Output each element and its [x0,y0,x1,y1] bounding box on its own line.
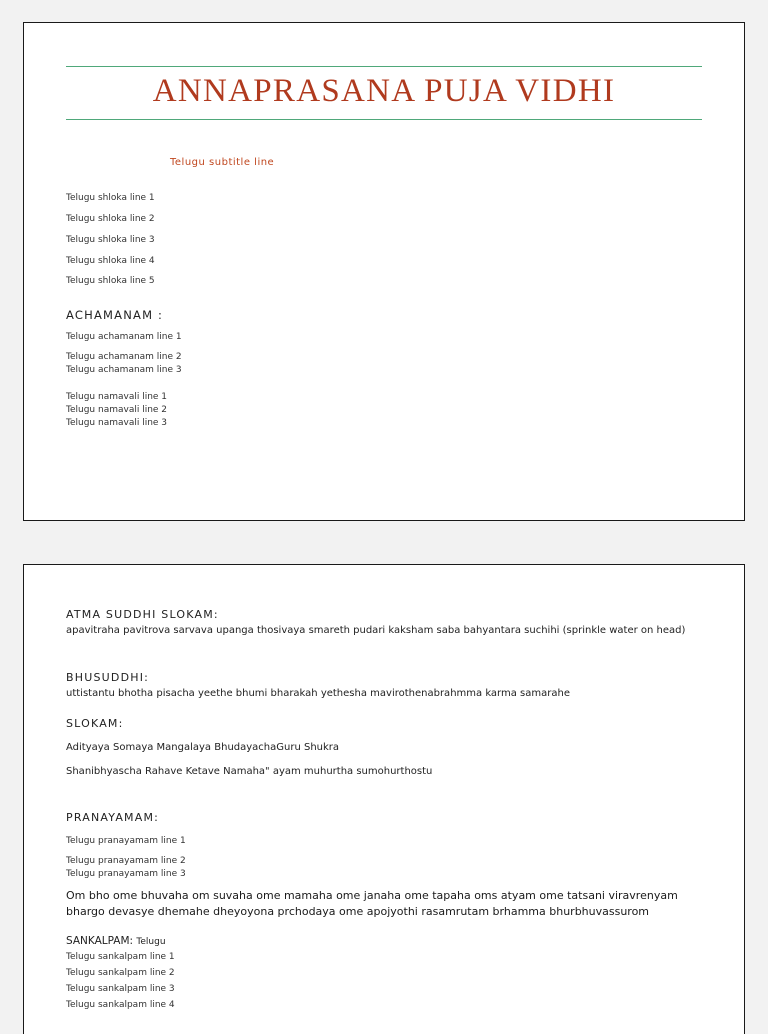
namavali-line: Telugu namavali line 2 [66,405,168,415]
page-title: ANNAPRASANA PUJA VIDHI [152,73,616,109]
pranayamam-telugu-line: Telugu pranayamam line 1 [66,836,186,846]
sankalpam-heading: SANKALPAM: [66,935,134,947]
shloka-line: Telugu shloka line 1 [66,193,155,203]
sankalpam-line: Telugu sankalpam line 3 [66,984,175,994]
shloka-line: Telugu shloka line 2 [66,214,155,224]
achamanam-line: Telugu achamanam line 1 [66,332,182,342]
sankalpam-line: Telugu sankalpam line 1 [66,952,175,962]
bhusuddhi-text: uttistantu bhotha pisacha yeethe bhumi bharakah yethesha mavirothenabrahmma karma samarahe [66,688,570,699]
atma-suddhi-heading: ATMA SUDDHI SLOKAM: [66,608,219,621]
shloka-line: Telugu shloka line 5 [66,276,155,286]
achamanam-line: Telugu achamanam line 2 [66,352,182,362]
slokam-line: Adityaya Somaya Mangalaya BhudayachaGuru Shukra [66,742,340,753]
title-top-rule [66,66,702,67]
bhusuddhi-heading: BHUSUDDHI: [66,671,150,684]
slokam-heading: SLOKAM: [66,717,124,730]
sankalpam-heading-row [66,935,166,947]
pranayamam-heading: PRANAYAMAM: [66,811,160,824]
document-page-1 [23,22,745,521]
slokam-line: Shanibhyascha Rahave Ketave Namaha" ayam muhurtha sumohurthostu [66,766,433,777]
sankalpam-line: Telugu sankalpam line 4 [66,1000,175,1010]
sankalpam-telugu-suffix: Telugu [136,937,166,947]
achamanam-line: Telugu achamanam line 3 [66,365,182,375]
shloka-line: Telugu shloka line 3 [66,235,155,245]
pranayamam-text: Om bho ome bhuvaha om suvaha ome mamaha ome janaha ome tapaha oms atyam ome tatsani viravrenyam bhargo devasye dhemahe dheyoyona prchodaya ome apojyothi rasamrutam brhamma bhurbhuvassurom [66,889,678,918]
subtitle-telugu: Telugu subtitle line [170,157,275,168]
achamanam-heading: ACHAMANAM : [66,308,164,322]
pranayamam-telugu-line: Telugu pranayamam line 2 [66,856,186,866]
title-bottom-rule [66,119,702,120]
sankalpam-line: Telugu sankalpam line 2 [66,968,175,978]
namavali-line: Telugu namavali line 3 [66,418,168,428]
atma-suddhi-text: apavitraha pavitrova sarvava upanga thosivaya smareth pudari kaksham saba bahyantara suchihi (sprinkle water on head) [66,625,686,636]
pranayamam-telugu-line: Telugu pranayamam line 3 [66,869,186,879]
document-page-2 [23,564,745,1034]
namavali-line: Telugu namavali line 1 [66,392,168,402]
shloka-line: Telugu shloka line 4 [66,256,155,266]
